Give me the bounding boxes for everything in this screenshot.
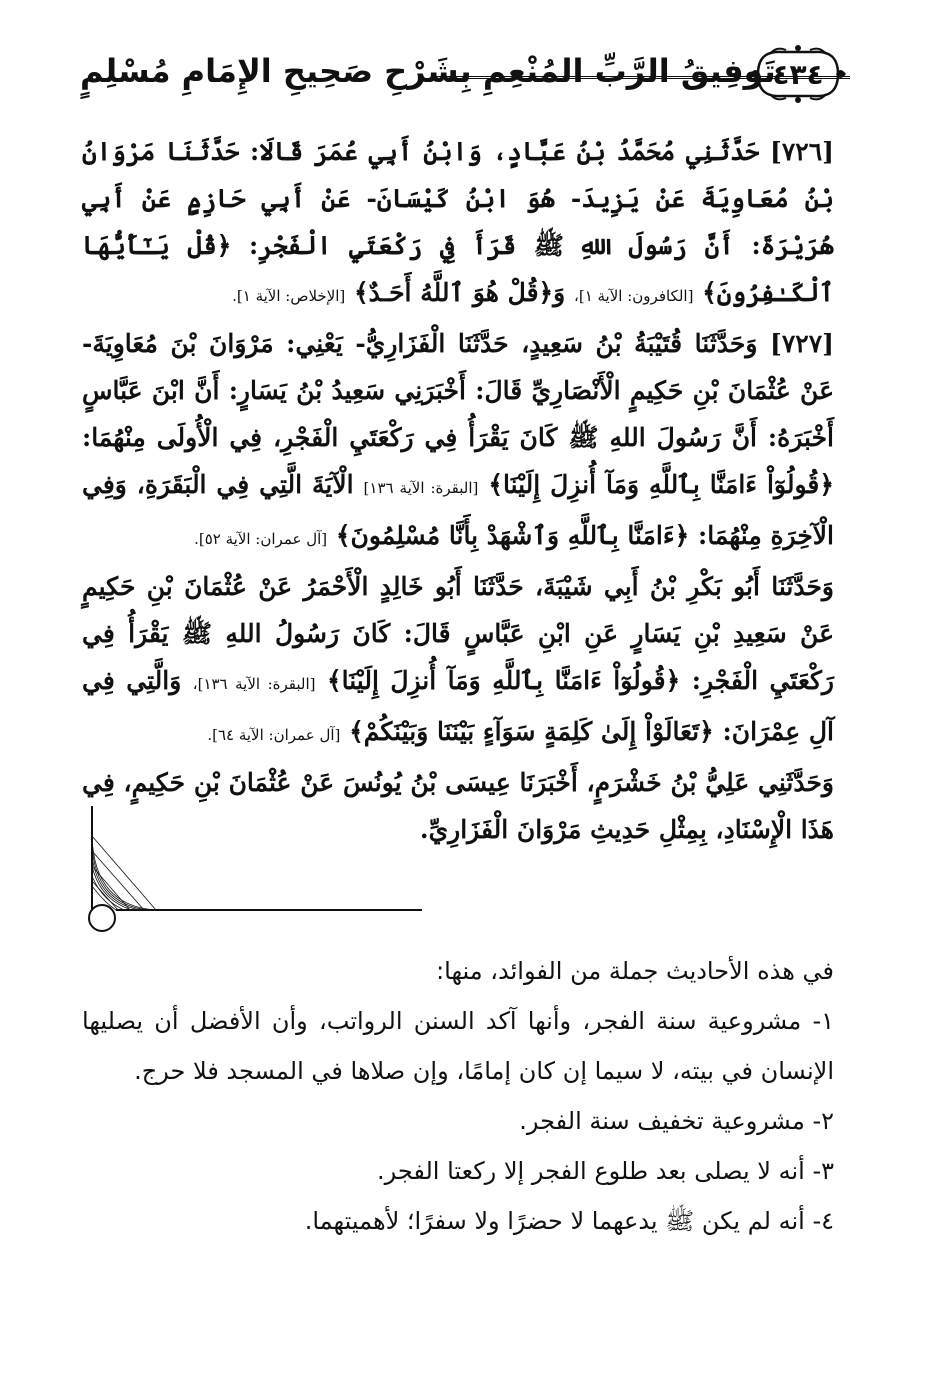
hadith-text: الْآيَةَ الَّتِي فِي الْبَقَرَةِ، وَفِي الْآخِرَةِ مِنْهُمَا: ﴿ءَامَنَّا بِٱللَّهِ وَٱشْهَدْ بِأَنَّا مُسْلِمُونَ﴾	[82, 470, 834, 550]
commentary-intro: في هذه الأحاديث جملة من الفوائد، منها:	[436, 957, 834, 985]
hadith-text: وَ﴿قُلْ هُوَ ٱللَّهُ أَحَـدٌ﴾	[354, 278, 566, 307]
page-header	[80, 40, 850, 112]
quran-reference: [الكافرون: الآية ١]،	[573, 287, 694, 305]
benefit-point-3: ٣- أنه لا يصلى بعد طلوع الفجر إلا ركعتا الفجر.	[376, 1157, 834, 1185]
quran-reference: [آل عمران: الآية ٦٤].	[207, 726, 341, 744]
hadith-726	[82, 128, 834, 320]
hadith-text: [٧٢٦] حَدَّثَنِي مُحَمَّدُ بْنُ عَبَّادٍ، وَابْنُ أَبِي عُمَرَ قَالَا: حَدَّثَنَا مَرْوَانُ بْنُ مُعَاوِيَةَ عَنْ يَزِيدَ- هُوَ ابْنُ كَيْسَانَ- عَنْ أَبِي حَازِمٍ عَنْ أَبِي هُرَيْرَةَ: أَنَّ رَسُولَ اللهِ ﷺ قَرَأَ فِي رَكْعَتَيِ الْفَجْرِ: ﴿قُلْ يَـٰٓأَيُّهَا ٱلْكَـٰفِرُونَ﴾	[82, 137, 834, 307]
hadith-text: وَحَدَّثَنَا أَبُو بَكْرِ بْنُ أَبِي شَيْبَةَ، حَدَّثَنَا أَبُو خَالِدٍ الْأَحْمَرُ عَنْ عُثْمَانَ بْنِ حَكِيمٍ عَنْ سَعِيدِ بْنِ يَسَارٍ عَنِ ابْنِ عَبَّاسٍ قَالَ: كَانَ رَسُولُ اللهِ ﷺ يَقْرَأُ فِي رَكْعَتَيِ الْفَجْرِ: ﴿قُولُوٓاْ ءَامَنَّا بِٱللَّهِ وَمَآ أُنزِلَ إِلَيْنَا﴾	[82, 572, 834, 695]
book-title: تَوفِيقُ الرَّبِّ المُنْعِمِ بِشَرْحِ صَحِيحِ الإِمَامِ مُسْلِمٍ	[80, 52, 776, 90]
quran-reference: [البقرة: الآية ١٣٦]،	[192, 675, 316, 693]
hadith-text: [٧٢٧] وَحَدَّثَنَا قُتَيْبَةُ بْنُ سَعِيدٍ، حَدَّثَنَا الْفَزَارِيُّ- يَعْنِي: مَرْوَانَ بْنَ مُعَاوِيَةَ- عَنْ عُثْمَانَ بْنِ حَكِيمٍ الْأَنْصَارِيِّ قَالَ: أَخْبَرَنِي سَعِيدُ بْنُ يَسَارٍ: أَنَّ ابْنَ عَبَّاسٍ أَخْبَرَهُ: أَنَّ رَسُولَ اللهِ ﷺ كَانَ يَقْرَأُ فِي رَكْعَتَيِ الْفَجْرِ، فِي الْأُولَى مِنْهُمَا: ﴿قُولُوٓاْ ءَامَنَّا بِٱللَّهِ وَمَآ أُنزِلَ إِلَيْنَا﴾	[82, 329, 834, 499]
hadith-text: وَالَّتِي فِي آلِ عِمْرَانَ: ﴿تَعَالَوْاْ إِلَىٰ كَلِمَةٍ سَوَآءٍ بَيْنَنَا وَبَيْنَكُمْ﴾	[82, 666, 834, 746]
quran-reference: [البقرة: الآية ١٣٦]	[363, 479, 479, 497]
benefit-point-1: ١- مشروعية سنة الفجر، وأنها آكد السنن الرواتب، وأن الأفضل أن يصليها الإنسان في بيته، لا سيما إن كان إمامًا، وإن صلاها في المسجد فلا حرج.	[82, 1007, 834, 1085]
quran-reference: [الإخلاص: الآية ١].	[232, 287, 346, 305]
corner-ornament-icon	[86, 806, 426, 946]
benefit-point-4: ٤- أنه لم يكن ﷺ يدعهما لا حضرًا ولا سفرًا؛ لأهميتهما.	[304, 1207, 834, 1235]
hadith-text-block	[82, 128, 834, 853]
quran-reference: [آل عمران: الآية ٥٢].	[194, 530, 328, 548]
hadith-text: وَحَدَّثَنِي عَلِيُّ بْنُ خَشْرَمٍ، أَخْبَرَنَا عِيسَى بْنُ يُونُسَ عَنْ عُثْمَانَ بْنِ حَكِيمٍ، فِي هَذَا الْإِسْنَادِ، بِمِثْلِ حَدِيثِ مَرْوَانَ الْفَزَارِيِّ.	[82, 768, 834, 844]
benefit-point-2: ٢- مشروعية تخفيف سنة الفجر.	[519, 1107, 834, 1135]
commentary-section	[82, 946, 834, 1246]
page-number: ٤٣٤	[772, 58, 824, 91]
hadith-727-chain-2	[82, 563, 834, 759]
hadith-727	[82, 320, 834, 563]
